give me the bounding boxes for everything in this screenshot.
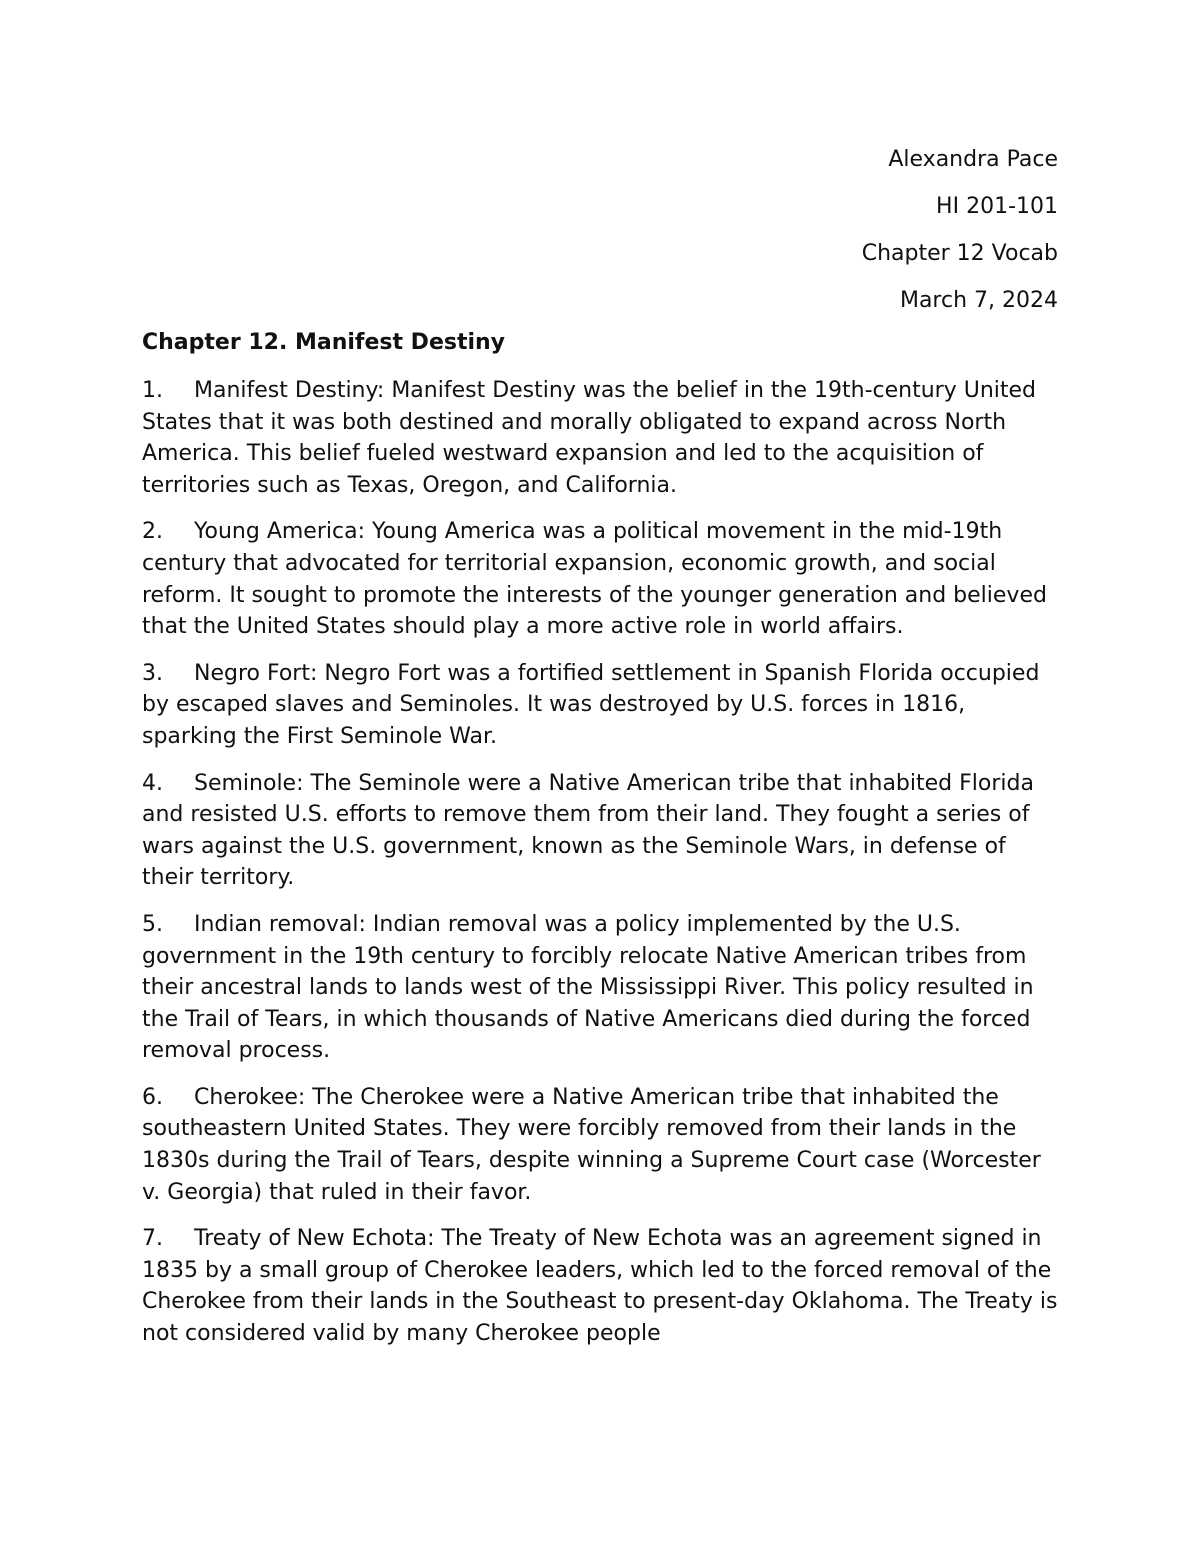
vocab-entry <box>142 516 1060 642</box>
entry-number: 7. <box>142 1226 163 1252</box>
entry-number: 1. <box>142 378 163 403</box>
entry-text: Young America: Young America was a political movement in the mid-19th century that advocated for territorial expansion, economic growth, and social reform. It sought to promote the interests of the younger generation and believed that the United States should play a more active role in world affairs. <box>142 519 1047 640</box>
vocab-entry <box>142 658 1060 753</box>
entry-text: Manifest Destiny: Manifest Destiny was the belief in the 19th-century United States that it was both destined and morally obligated to expand across North America. This belief fueled westward expansion and led to the acquisition of territories such as Texas, Oregon, and California. <box>142 378 1036 498</box>
vocab-entry <box>142 909 1060 1067</box>
document-date: March 7, 2024 <box>899 288 1058 313</box>
entry-number: 5. <box>142 911 163 937</box>
vocab-entry <box>142 768 1060 894</box>
entry-number: 4. <box>142 770 163 796</box>
entry-number: 3. <box>142 660 163 686</box>
vocab-entry <box>142 1082 1060 1208</box>
assignment-title: Chapter 12 Vocab <box>861 241 1058 266</box>
entry-text: Treaty of New Echota: The Treaty of New Echota was an agreement signed in 1835 by a small group of Cherokee leaders, which led to the forced removal of the Cherokee from their lands in the Southeast to present-day Oklahoma. The Treaty is not considered valid by many Cherokee people <box>142 1226 1058 1347</box>
entry-text: Indian removal: Indian removal was a policy implemented by the U.S. government in the 19th century to forcibly relocate Native American tribes from their ancestral lands to lands west of the Mississippi River. This policy resulted in the Trail of Tears, in which thousands of Native Americans died during the forced removal process. <box>142 911 1034 1064</box>
course-code: HI 201-101 <box>936 194 1058 219</box>
document-body <box>142 326 1060 1365</box>
entry-number: 6. <box>142 1084 163 1110</box>
entry-number: 2. <box>142 519 163 545</box>
vocab-entry <box>142 375 1060 501</box>
vocab-entry <box>142 1223 1060 1349</box>
document-header <box>862 136 1058 324</box>
entry-text: Cherokee: The Cherokee were a Native American tribe that inhabited the southeastern United States. They were forcibly removed from their lands in the 1830s during the Trail of Tears, despite winning a Supreme Court case (Worcester v. Georgia) that ruled in their favor. <box>142 1084 1041 1205</box>
entry-text: Seminole: The Seminole were a Native American tribe that inhabited Florida and resisted U.S. efforts to remove them from their land. They fought a series of wars against the U.S. government, known as the Seminole Wars, in defense of their territory. <box>142 770 1034 891</box>
entry-text: Negro Fort: Negro Fort was a fortified settlement in Spanish Florida occupied by escaped slaves and Seminoles. It was destroyed by U.S. forces in 1816, sparking the First Seminole War. <box>142 660 1040 749</box>
chapter-heading: Chapter 12. Manifest Destiny <box>142 330 506 355</box>
author-name: Alexandra Pace <box>888 147 1058 172</box>
